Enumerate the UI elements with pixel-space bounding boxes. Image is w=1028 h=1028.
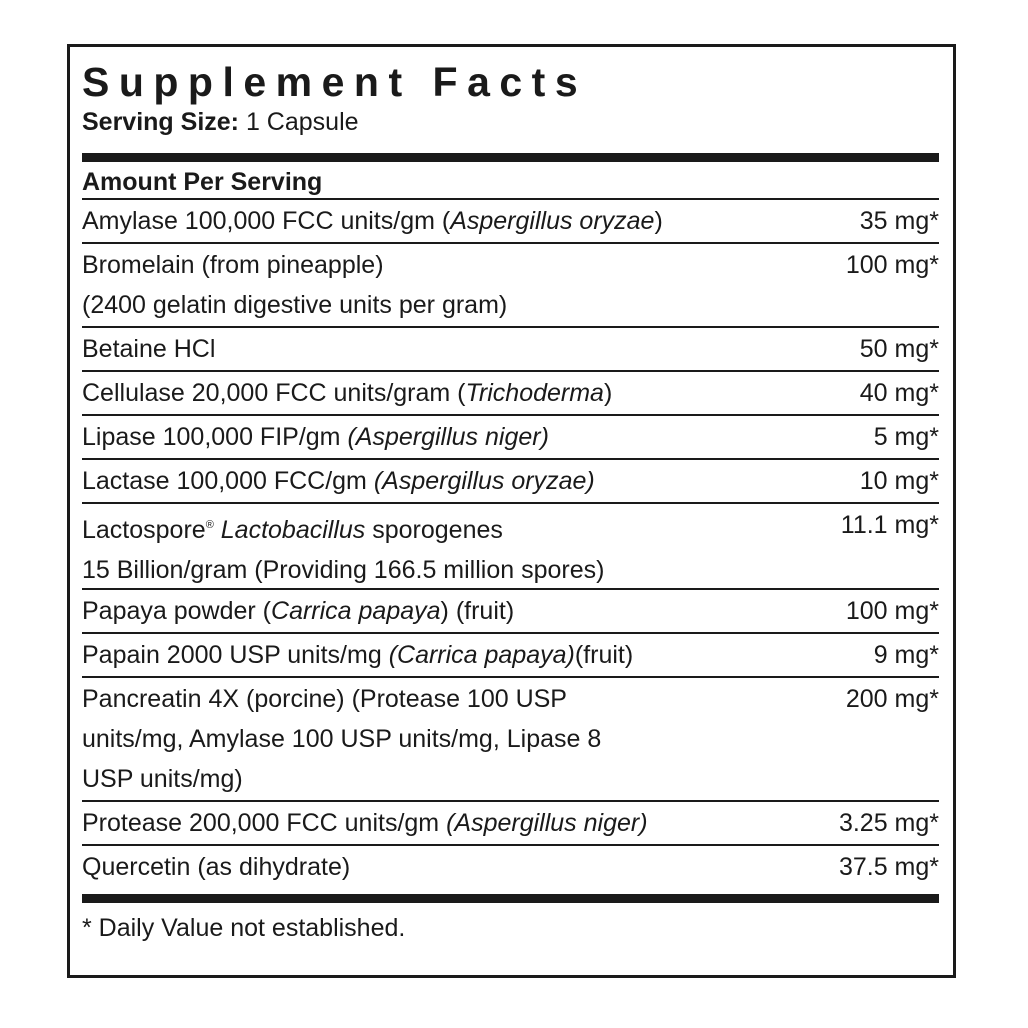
ingredient-amount: 50 mg* (859, 335, 939, 363)
ingredient-name: Protease 200,000 FCC units/gm (Aspergillus niger) (82, 809, 648, 837)
ingredient-amount: 11.1 mg* (840, 511, 939, 539)
serving-size (82, 107, 939, 139)
divider-bottom (82, 894, 939, 903)
ingredient-row (82, 200, 939, 244)
ingredient-amount: 3.25 mg* (838, 809, 939, 837)
panel-title: Supplement Facts (82, 59, 588, 105)
ingredient-amount: 200 mg* (845, 685, 939, 713)
supplement-facts-panel (67, 44, 956, 978)
ingredient-name: Lipase 100,000 FIP/gm (Aspergillus niger) (82, 423, 549, 451)
ingredient-name: Cellulase 20,000 FCC units/gram (Trichoderma) (82, 379, 613, 407)
ingredient-row (82, 244, 939, 328)
ingredient-amount: 100 mg* (845, 251, 939, 279)
ingredient-row (82, 634, 939, 678)
ingredient-row (82, 416, 939, 460)
serving-size-value: 1 Capsule (245, 108, 359, 136)
ingredient-amount: 9 mg* (873, 641, 939, 669)
ingredient-amount: 10 mg* (859, 467, 939, 495)
ingredient-name: Lactase 100,000 FCC/gm (Aspergillus oryzae) (82, 467, 595, 495)
amount-per-serving-header: Amount Per Serving (82, 168, 323, 196)
ingredient-name: Papaya powder (Carrica papaya) (fruit) (82, 597, 515, 625)
ingredient-row (82, 846, 939, 886)
divider-thick (82, 153, 939, 162)
ingredient-name: Papain 2000 USP units/mg (Carrica papaya)(fruit) (82, 641, 634, 669)
ingredient-name: Betaine HCl (82, 335, 216, 363)
ingredient-amount: 40 mg* (859, 379, 939, 407)
ingredient-row (82, 590, 939, 634)
ingredient-name: Amylase 100,000 FCC units/gm (Aspergillus oryzae) (82, 207, 663, 235)
ingredient-row (82, 678, 939, 802)
ingredient-row (82, 504, 939, 590)
ingredient-amount: 37.5 mg* (838, 853, 939, 881)
ingredient-amount: 35 mg* (859, 207, 939, 235)
serving-size-label: Serving Size: (82, 108, 239, 136)
ingredient-list (82, 200, 939, 886)
ingredient-name: Quercetin (as dihydrate) (82, 853, 351, 881)
ingredient-amount: 100 mg* (845, 597, 939, 625)
ingredient-amount: 5 mg* (873, 423, 939, 451)
ingredient-row (82, 328, 939, 372)
ingredient-row (82, 372, 939, 416)
ingredient-row (82, 460, 939, 504)
ingredient-name: Bromelain (from pineapple) (2400 gelatin digestive units per gram) (82, 251, 508, 319)
footnote: * Daily Value not established. (82, 914, 406, 942)
ingredient-name: Pancreatin 4X (porcine) (Protease 100 USP units/mg, Amylase 100 USP units/mg, Lipase 8 USP units/mg) (82, 685, 602, 793)
ingredient-row (82, 802, 939, 846)
ingredient-name: Lactospore® Lactobacillus sporogenes 15 Billion/gram (Providing 166.5 million spores) (82, 516, 605, 584)
